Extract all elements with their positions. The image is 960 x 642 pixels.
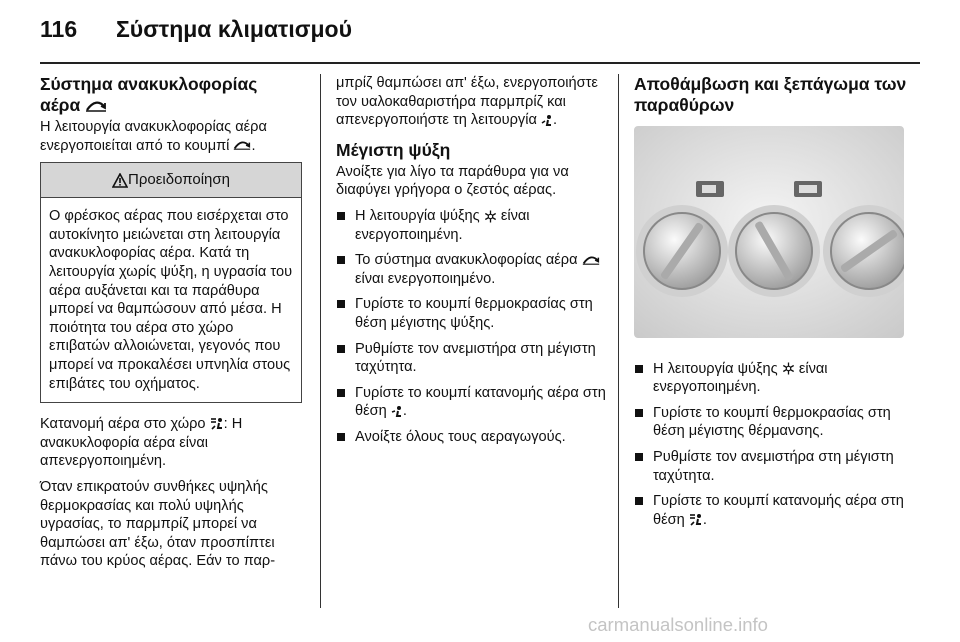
defrost-steps [634, 360, 912, 530]
column-divider [320, 74, 321, 608]
column-divider [618, 74, 619, 608]
air-distribution-paragraph: Κατανομή αέρα στο χώρο : Η ανακυκλοφορία αέρα είναι απενεργοποιημένη. [40, 416, 243, 470]
continued-paragraph: μπρίζ θαμπώσει απ' έξω, ενεργοποιήστε τον υαλοκαθαριστήρα παρμπρίζ και απενεργοποιήστε τη λειτουργία . [336, 75, 598, 129]
max-cooling-heading: Μέγιστη ψύξη [336, 139, 451, 160]
list-item: Ανοίξτε όλους τους αεραγωγούς. [336, 428, 608, 447]
windscreen-vent-icon [391, 405, 403, 418]
list-item: Γυρίστε το κουμπί θερμοκρασίας στη θέση μέγιστης θέρμανσης. [634, 404, 912, 441]
footwell-windscreen-icon [689, 513, 703, 527]
list-item: Η λειτουργία ψύξης είναι ενεργοποιημένη. [336, 207, 608, 244]
defrost-heading: Αποθάμβωση και ξεπάγωμα των παραθύρων [634, 74, 907, 115]
recirculation-intro: Η λειτουργία ανακυκλοφορίας αέρα ενεργοποιείται από το κουμπί . [40, 119, 267, 154]
snowflake-icon [484, 210, 497, 223]
warning-title: Προειδοποίηση [128, 171, 230, 189]
condensation-paragraph: Όταν επικρατούν συνθήκες υψηλής θερμοκρασίας και πολύ υψηλής υγρασίας, το παρμπρίζ μπορεί να θαμπώσει απ' έξω, όταν προσπίπτει πάνω του κρύος αέρας. Εάν το παρ- [40, 478, 276, 570]
page-number: 116 [40, 16, 78, 42]
page-title: Σύστημα κλιματισμού [116, 16, 352, 42]
header-rule [40, 62, 920, 64]
column-1 [40, 74, 302, 578]
max-cooling-steps [336, 207, 608, 447]
list-item: Ρυθμίστε τον ανεμιστήρα στη μέγιστη ταχύτητα. [634, 448, 912, 485]
recirculation-icon [233, 140, 251, 151]
snowflake-icon [782, 362, 795, 375]
list-item: Γυρίστε το κουμπί κατανομής αέρα στη θέση . [336, 384, 608, 421]
recirculation-icon [582, 255, 600, 266]
warning-box [40, 162, 302, 403]
warning-text: Ο φρέσκος αέρας που εισέρχεται στο αυτοκίνητο μειώνεται στη λειτουργία ανακυκλοφορίας αέρα. Κατά τη λειτουργία χωρίς ψύξη, η υγρασία του αέρα αυξάνεται και τα παράθυρα μπορεί να θαμπώσουν από μέσα. Η ποιότητα του αέρα στο χώρο επιβατών αλλοιώνεται, γεγονός που μπορεί να προκαλέσει υπνηλία στους επιβάτες του οχήματος. [49, 208, 293, 392]
climate-control-panel-image [634, 126, 904, 338]
max-cooling-intro: Ανοίξτε για λίγο τα παράθυρα για να διαφύγει γρήγορα ο ζεστός αέρας. [336, 163, 569, 199]
warning-triangle-icon [112, 173, 128, 188]
column-3 [634, 74, 912, 536]
footwell-windscreen-icon [210, 417, 224, 431]
list-item: Το σύστημα ανακυκλοφορίας αέρα είναι ενεργοποιημένο. [336, 251, 608, 288]
watermark: carmanualsonline.info [588, 614, 768, 635]
recirculation-icon [85, 100, 107, 113]
recirculation-off-icon [541, 114, 553, 127]
list-item: Η λειτουργία ψύξης είναι ενεργοποιημένη. [634, 360, 912, 397]
list-item: Ρυθμίστε τον ανεμιστήρα στη μέγιστη ταχύτητα. [336, 340, 608, 377]
column-2 [336, 74, 608, 454]
warning-header [41, 163, 301, 198]
list-item: Γυρίστε το κουμπί θερμοκρασίας στη θέση μέγιστης ψύξης. [336, 295, 608, 332]
page-header [40, 16, 352, 43]
recirculation-heading: Σύστημα ανακυκλοφορίας αέρα [40, 74, 258, 115]
list-item: Γυρίστε το κουμπί κατανομής αέρα στη θέση . [634, 492, 912, 529]
